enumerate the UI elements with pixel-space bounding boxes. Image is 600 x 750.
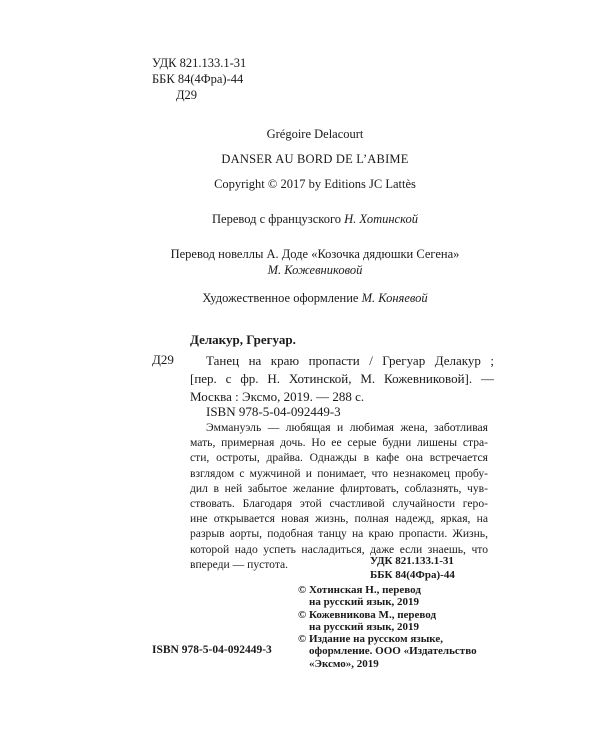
copyright-line: © Издание на русском языке,: [298, 633, 443, 646]
author-mark: Д29: [176, 88, 198, 102]
catalog-line: Москва : Эксмо, 2019. — 288 с.: [190, 389, 365, 404]
annotation-line: ствовать. Благодаря этой счастливой случайности геро-: [190, 497, 488, 511]
novella-credit: Перевод новеллы А. Доде «Козочка дядюшки Сегена»: [170, 247, 460, 261]
catalog-heading: Делакур, Грегуар.: [190, 332, 296, 347]
annotation-line: разрыв аорты, подобная танцу на краю пропасти. Жизнь,: [190, 527, 488, 541]
translator-name: Н. Хотинской: [344, 212, 418, 226]
designer-name: М. Коняевой: [361, 291, 428, 305]
original-copyright: Copyright © 2017 by Editions JC Lattès: [214, 177, 416, 191]
copyright-line: на русский язык, 2019: [309, 620, 420, 633]
annotation-line: ине открывается новая жизнь, полная надежд, яркая, на: [190, 512, 488, 526]
copyright-line: оформление. ООО «Издательство: [309, 645, 477, 658]
annotation-line: Эммануэль — любящая и любимая жена, заботливая: [206, 421, 488, 434]
bbk-code: ББК 84(4Фра)-44: [152, 72, 244, 86]
original-title: DANSER AU BORD DE L’ABIME: [221, 152, 409, 166]
copyright-line: © Кожевникова М., перевод: [298, 608, 437, 621]
copyright-line: «Эксмо», 2019: [309, 657, 379, 670]
design-credit: [150, 291, 480, 306]
footer-isbn: ISBN 978-5-04-092449-3: [152, 644, 272, 656]
copyright-notices: [298, 584, 477, 670]
annotation-line: сти, остроты, драйва. Однажды в кафе она встречается: [190, 451, 488, 465]
catalog-description: [190, 352, 494, 406]
annotation-line: впереди — пустота.: [190, 557, 289, 571]
annotation-line: взглядом с мужчиной и понимает, что незнакомец пробу-: [190, 466, 488, 480]
translation-prefix: Перевод с французского: [212, 212, 342, 226]
annotation-line: дил в ней забытое желание флиртовать, соблазнять, чув-: [190, 481, 488, 495]
design-prefix: Художественное оформление: [202, 291, 359, 305]
catalog-line: [пер. с фр. Н. Хотинской, М. Кожевниковой]. —: [190, 371, 494, 386]
catalog-line: Танец на краю пропасти / Грегуар Делакур ;: [206, 353, 494, 368]
translation-credit: [150, 212, 480, 227]
copyright-line: © Хотинская Н., перевод: [298, 584, 421, 596]
udk-code: УДК 821.133.1-31: [152, 56, 247, 70]
copyright-line: на русский язык, 2019: [309, 596, 420, 609]
annotation-line: которой надо успеть насладиться, даже если знаешь, что: [190, 542, 488, 556]
annotation: [190, 420, 488, 572]
catalog-mark: Д29: [152, 352, 174, 367]
original-author: Grégoire Delacourt: [266, 127, 364, 141]
bottom-udk: УДК 821.133.1-31: [370, 555, 454, 567]
novella-translator: М. Кожевниковой: [267, 263, 363, 277]
bottom-bbk: ББК 84(4Фра)-44: [370, 569, 455, 581]
catalog-isbn: ISBN 978-5-04-092449-3: [206, 404, 341, 419]
annotation-line: мать, примерная дочь. Но ее серые будни лишены стра-: [190, 436, 488, 450]
